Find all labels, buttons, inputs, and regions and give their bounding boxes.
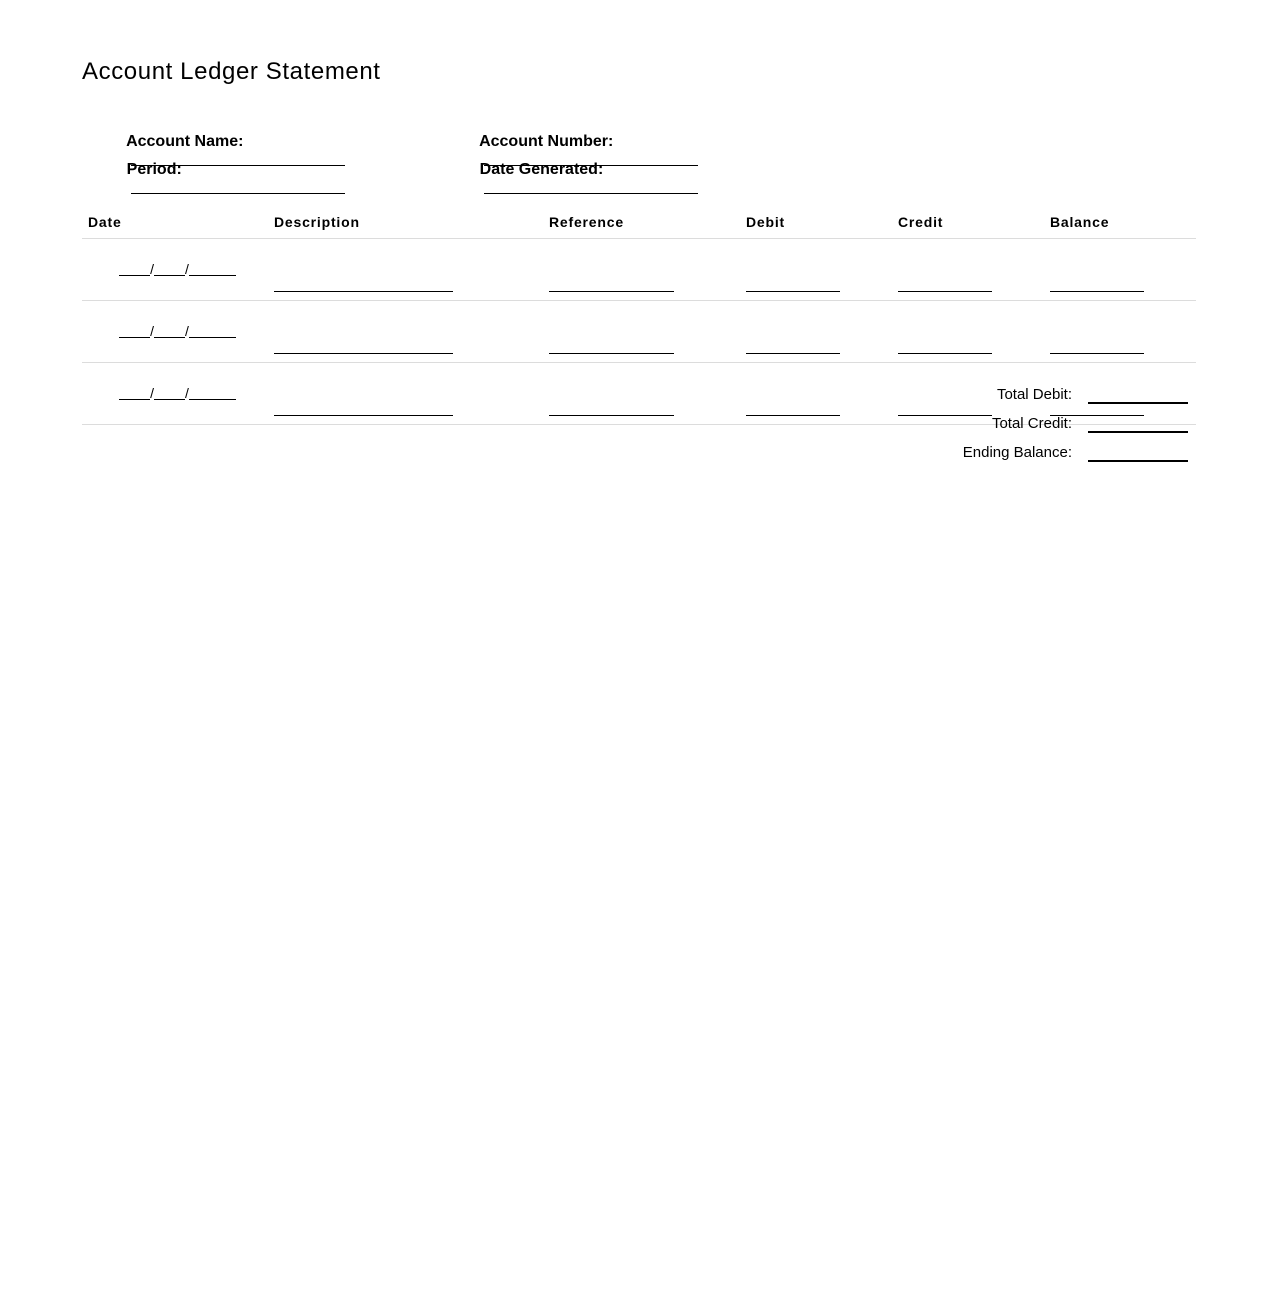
date-separator: / [185, 323, 189, 339]
reference-blank[interactable] [549, 401, 674, 416]
column-header-date: Date [82, 205, 268, 239]
month-blank[interactable] [119, 261, 150, 276]
description-blank[interactable] [274, 277, 453, 292]
date-separator: / [185, 385, 189, 401]
totals-section [963, 375, 1188, 462]
date-input[interactable] [119, 323, 236, 338]
date-generated-field[interactable] [453, 143, 698, 178]
balance-blank[interactable] [1050, 277, 1144, 292]
ending-balance-blank[interactable] [1088, 444, 1188, 462]
total-credit-row [963, 404, 1188, 433]
day-blank[interactable] [154, 385, 185, 400]
period-blank[interactable] [131, 179, 345, 194]
account-number-label: Account Number: [479, 133, 614, 150]
date-separator: / [150, 261, 155, 277]
debit-blank[interactable] [746, 277, 840, 292]
date-input[interactable] [119, 261, 236, 276]
debit-cell[interactable] [740, 363, 892, 425]
month-blank[interactable] [119, 323, 150, 338]
meta-row-2 [100, 143, 698, 178]
account-name-label: Account Name: [126, 133, 244, 150]
account-info [100, 115, 698, 178]
year-blank[interactable] [189, 385, 236, 400]
period-label: Period: [126, 161, 182, 178]
reference-blank[interactable] [549, 339, 674, 354]
column-header-reference: Reference [543, 205, 740, 239]
total-debit-row [963, 375, 1188, 404]
year-blank[interactable] [189, 261, 236, 276]
date-input[interactable] [119, 385, 236, 400]
day-blank[interactable] [154, 261, 185, 276]
period-field[interactable] [100, 143, 453, 178]
column-header-description: Description [268, 205, 543, 239]
date-cell[interactable] [82, 301, 268, 363]
column-header-balance: Balance [1044, 205, 1196, 239]
meta-row-1 [100, 115, 698, 150]
credit-blank[interactable] [898, 339, 992, 354]
date-separator: / [150, 385, 155, 401]
description-cell[interactable] [268, 363, 543, 425]
column-header-debit: Debit [740, 205, 892, 239]
account-name-field[interactable] [100, 115, 453, 150]
credit-cell[interactable] [892, 301, 1044, 363]
credit-cell[interactable] [892, 239, 1044, 301]
description-blank[interactable] [274, 339, 453, 354]
description-blank[interactable] [274, 401, 453, 416]
reference-cell[interactable] [543, 363, 740, 425]
page-title: Account Ledger Statement [82, 58, 381, 85]
total-debit-blank[interactable] [1088, 386, 1188, 404]
date-cell[interactable] [82, 363, 268, 425]
debit-cell[interactable] [740, 239, 892, 301]
total-debit-label: Total Debit: [996, 386, 1072, 403]
account-number-field[interactable] [453, 115, 698, 150]
description-cell[interactable] [268, 301, 543, 363]
year-blank[interactable] [189, 323, 236, 338]
date-separator: / [150, 323, 155, 339]
date-separator: / [185, 261, 189, 277]
debit-cell[interactable] [740, 301, 892, 363]
ending-balance-label: Ending Balance: [962, 444, 1072, 461]
table-row [82, 301, 1196, 363]
date-generated-blank[interactable] [484, 179, 698, 194]
month-blank[interactable] [119, 385, 150, 400]
description-cell[interactable] [268, 239, 543, 301]
column-header-credit: Credit [892, 205, 1044, 239]
reference-blank[interactable] [549, 277, 674, 292]
balance-cell[interactable] [1044, 301, 1196, 363]
total-credit-blank[interactable] [1088, 415, 1188, 433]
reference-cell[interactable] [543, 239, 740, 301]
date-cell[interactable] [82, 239, 268, 301]
table-header-row [82, 205, 1196, 239]
debit-blank[interactable] [746, 401, 840, 416]
debit-blank[interactable] [746, 339, 840, 354]
date-generated-label: Date Generated: [479, 161, 604, 178]
balance-cell[interactable] [1044, 239, 1196, 301]
table-row [82, 239, 1196, 301]
reference-cell[interactable] [543, 301, 740, 363]
ending-balance-row [963, 433, 1188, 462]
day-blank[interactable] [154, 323, 185, 338]
credit-blank[interactable] [898, 277, 992, 292]
total-credit-label: Total Credit: [991, 415, 1072, 432]
balance-blank[interactable] [1050, 339, 1144, 354]
